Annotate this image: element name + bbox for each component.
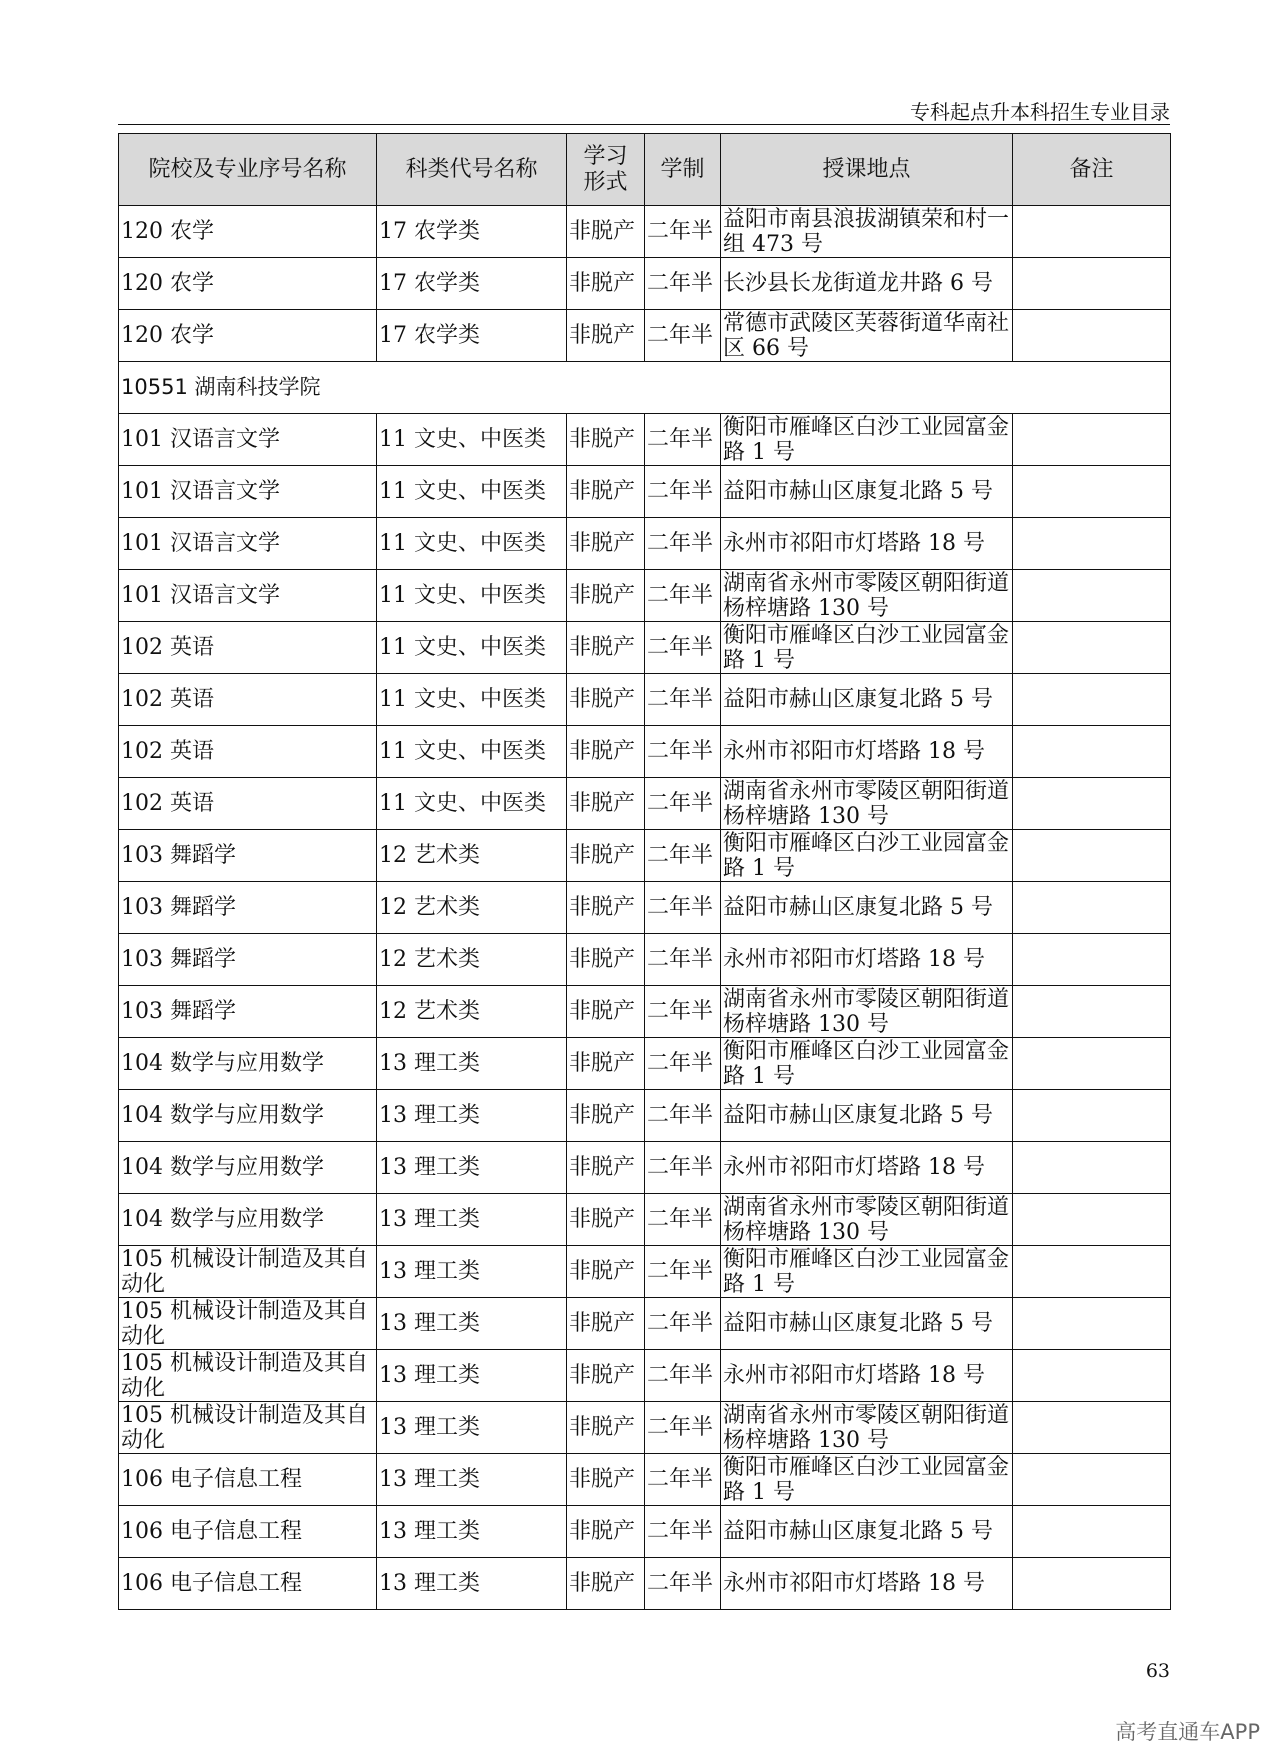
cell-note (1013, 206, 1171, 258)
cell-major: 102 英语 (119, 726, 377, 778)
table-row (119, 1506, 1171, 1558)
cell-category: 11 文史、中医类 (377, 726, 567, 778)
table-row (119, 622, 1171, 674)
cell-mode: 非脱产 (567, 1506, 645, 1558)
cell-category: 13 理工类 (377, 1454, 567, 1506)
cell-category: 12 艺术类 (377, 830, 567, 882)
cell-category: 13 理工类 (377, 1090, 567, 1142)
cell-note (1013, 778, 1171, 830)
watermark-text: 高考直通车APP (1115, 1720, 1260, 1744)
cell-category: 12 艺术类 (377, 986, 567, 1038)
cell-major: 106 电子信息工程 (119, 1454, 377, 1506)
cell-location: 衡阳市雁峰区白沙工业园富金路 1 号 (721, 1454, 1013, 1506)
cell-location: 长沙县长龙街道龙井路 6 号 (721, 258, 1013, 310)
cell-mode: 非脱产 (567, 1558, 645, 1610)
cell-note (1013, 882, 1171, 934)
table-row (119, 1298, 1171, 1350)
cell-mode: 非脱产 (567, 1090, 645, 1142)
cell-location: 衡阳市雁峰区白沙工业园富金路 1 号 (721, 830, 1013, 882)
cell-duration: 二年半 (645, 830, 721, 882)
cell-major: 105 机械设计制造及其自动化 (119, 1298, 377, 1350)
cell-mode: 非脱产 (567, 934, 645, 986)
cell-mode: 非脱产 (567, 310, 645, 362)
cell-major: 120 农学 (119, 258, 377, 310)
cell-duration: 二年半 (645, 1038, 721, 1090)
cell-location: 湖南省永州市零陵区朝阳街道杨梓塘路 130 号 (721, 778, 1013, 830)
cell-duration: 二年半 (645, 570, 721, 622)
cell-location: 益阳市赫山区康复北路 5 号 (721, 1506, 1013, 1558)
cell-major: 104 数学与应用数学 (119, 1090, 377, 1142)
cell-major: 102 英语 (119, 674, 377, 726)
cell-mode: 非脱产 (567, 986, 645, 1038)
cell-category: 13 理工类 (377, 1350, 567, 1402)
cell-category: 11 文史、中医类 (377, 518, 567, 570)
cell-mode: 非脱产 (567, 882, 645, 934)
table-row (119, 414, 1171, 466)
cell-duration: 二年半 (645, 1402, 721, 1454)
cell-mode: 非脱产 (567, 414, 645, 466)
running-header-title: 专科起点升本科招生专业目录 (910, 100, 1170, 124)
cell-major: 106 电子信息工程 (119, 1558, 377, 1610)
table-row (119, 778, 1171, 830)
cell-mode: 非脱产 (567, 1246, 645, 1298)
cell-duration: 二年半 (645, 674, 721, 726)
cell-major: 104 数学与应用数学 (119, 1038, 377, 1090)
table-row (119, 830, 1171, 882)
cell-duration: 二年半 (645, 622, 721, 674)
cell-location: 衡阳市雁峰区白沙工业园富金路 1 号 (721, 1246, 1013, 1298)
cell-major: 101 汉语言文学 (119, 570, 377, 622)
cell-duration: 二年半 (645, 882, 721, 934)
cell-location: 永州市祁阳市灯塔路 18 号 (721, 1558, 1013, 1610)
cell-location: 永州市祁阳市灯塔路 18 号 (721, 1142, 1013, 1194)
cell-major: 104 数学与应用数学 (119, 1194, 377, 1246)
table-row (119, 258, 1171, 310)
table-header-row (119, 134, 1171, 206)
table-row (119, 1558, 1171, 1610)
cell-category: 13 理工类 (377, 1298, 567, 1350)
table-row (119, 986, 1171, 1038)
cell-major: 105 机械设计制造及其自动化 (119, 1350, 377, 1402)
cell-category: 12 艺术类 (377, 882, 567, 934)
cell-mode: 非脱产 (567, 778, 645, 830)
cell-mode: 非脱产 (567, 1142, 645, 1194)
cell-major: 103 舞蹈学 (119, 882, 377, 934)
table-row (119, 1454, 1171, 1506)
cell-category: 11 文史、中医类 (377, 466, 567, 518)
cell-duration: 二年半 (645, 310, 721, 362)
cell-mode: 非脱产 (567, 206, 645, 258)
cell-category: 11 文史、中医类 (377, 622, 567, 674)
cell-location: 湖南省永州市零陵区朝阳街道杨梓塘路 130 号 (721, 986, 1013, 1038)
cell-major: 101 汉语言文学 (119, 414, 377, 466)
cell-location: 湖南省永州市零陵区朝阳街道杨梓塘路 130 号 (721, 570, 1013, 622)
cell-note (1013, 986, 1171, 1038)
cell-mode: 非脱产 (567, 1454, 645, 1506)
school-name: 10551 湖南科技学院 (119, 362, 1171, 414)
cell-duration: 二年半 (645, 934, 721, 986)
page-number: 63 (1145, 1660, 1170, 1682)
table-row (119, 206, 1171, 258)
enrollment-catalog-table (118, 133, 1171, 1610)
cell-category: 13 理工类 (377, 1402, 567, 1454)
cell-note (1013, 258, 1171, 310)
table-row (119, 1350, 1171, 1402)
cell-category: 11 文史、中医类 (377, 674, 567, 726)
cell-location: 衡阳市雁峰区白沙工业园富金路 1 号 (721, 1038, 1013, 1090)
cell-note (1013, 570, 1171, 622)
cell-location: 益阳市南县浪拔湖镇荣和村一组 473 号 (721, 206, 1013, 258)
table-row (119, 1090, 1171, 1142)
cell-note (1013, 1298, 1171, 1350)
cell-major: 102 英语 (119, 622, 377, 674)
cell-duration: 二年半 (645, 1298, 721, 1350)
cell-note (1013, 674, 1171, 726)
cell-note (1013, 1506, 1171, 1558)
cell-major: 106 电子信息工程 (119, 1506, 377, 1558)
cell-mode: 非脱产 (567, 466, 645, 518)
cell-note (1013, 1090, 1171, 1142)
cell-location: 永州市祁阳市灯塔路 18 号 (721, 518, 1013, 570)
cell-mode: 非脱产 (567, 518, 645, 570)
cell-note (1013, 1194, 1171, 1246)
cell-note (1013, 1246, 1171, 1298)
cell-category: 17 农学类 (377, 310, 567, 362)
cell-duration: 二年半 (645, 1350, 721, 1402)
table-row (119, 310, 1171, 362)
cell-duration: 二年半 (645, 1142, 721, 1194)
cell-duration: 二年半 (645, 466, 721, 518)
cell-mode: 非脱产 (567, 830, 645, 882)
cell-mode: 非脱产 (567, 1402, 645, 1454)
cell-note (1013, 830, 1171, 882)
table-row (119, 570, 1171, 622)
cell-note (1013, 1142, 1171, 1194)
cell-mode: 非脱产 (567, 1350, 645, 1402)
cell-duration: 二年半 (645, 1246, 721, 1298)
cell-major: 101 汉语言文学 (119, 518, 377, 570)
cell-note (1013, 310, 1171, 362)
col-header-mode: 学习 形式 (567, 134, 645, 206)
cell-location: 永州市祁阳市灯塔路 18 号 (721, 934, 1013, 986)
table-row (119, 1142, 1171, 1194)
table-row (119, 1402, 1171, 1454)
cell-mode: 非脱产 (567, 1298, 645, 1350)
cell-category: 12 艺术类 (377, 934, 567, 986)
cell-category: 13 理工类 (377, 1246, 567, 1298)
cell-location: 益阳市赫山区康复北路 5 号 (721, 1090, 1013, 1142)
cell-mode: 非脱产 (567, 1038, 645, 1090)
cell-note (1013, 466, 1171, 518)
cell-location: 湖南省永州市零陵区朝阳街道杨梓塘路 130 号 (721, 1402, 1013, 1454)
cell-note (1013, 934, 1171, 986)
cell-note (1013, 414, 1171, 466)
cell-duration: 二年半 (645, 986, 721, 1038)
col-header-major: 院校及专业序号名称 (119, 134, 377, 206)
cell-duration: 二年半 (645, 726, 721, 778)
cell-major: 120 农学 (119, 206, 377, 258)
cell-mode: 非脱产 (567, 570, 645, 622)
cell-major: 101 汉语言文学 (119, 466, 377, 518)
cell-duration: 二年半 (645, 1194, 721, 1246)
table-row (119, 1038, 1171, 1090)
cell-category: 13 理工类 (377, 1194, 567, 1246)
cell-location: 益阳市赫山区康复北路 5 号 (721, 1298, 1013, 1350)
cell-location: 衡阳市雁峰区白沙工业园富金路 1 号 (721, 622, 1013, 674)
cell-mode: 非脱产 (567, 622, 645, 674)
col-header-duration: 学制 (645, 134, 721, 206)
cell-category: 13 理工类 (377, 1142, 567, 1194)
cell-note (1013, 1038, 1171, 1090)
cell-duration: 二年半 (645, 1558, 721, 1610)
cell-major: 103 舞蹈学 (119, 830, 377, 882)
cell-note (1013, 622, 1171, 674)
school-header-row (119, 362, 1171, 414)
cell-location: 益阳市赫山区康复北路 5 号 (721, 882, 1013, 934)
table-row (119, 1194, 1171, 1246)
cell-note (1013, 518, 1171, 570)
cell-duration: 二年半 (645, 1506, 721, 1558)
cell-category: 11 文史、中医类 (377, 414, 567, 466)
table-row (119, 882, 1171, 934)
cell-note (1013, 1402, 1171, 1454)
table-row (119, 1246, 1171, 1298)
cell-category: 13 理工类 (377, 1558, 567, 1610)
cell-category: 13 理工类 (377, 1038, 567, 1090)
cell-mode: 非脱产 (567, 1194, 645, 1246)
col-header-category: 科类代号名称 (377, 134, 567, 206)
table-body (119, 206, 1171, 1610)
cell-duration: 二年半 (645, 206, 721, 258)
cell-major: 120 农学 (119, 310, 377, 362)
cell-duration: 二年半 (645, 258, 721, 310)
cell-category: 17 农学类 (377, 206, 567, 258)
cell-location: 衡阳市雁峰区白沙工业园富金路 1 号 (721, 414, 1013, 466)
cell-major: 103 舞蹈学 (119, 934, 377, 986)
table-row (119, 674, 1171, 726)
cell-duration: 二年半 (645, 778, 721, 830)
table-row (119, 934, 1171, 986)
cell-location: 常德市武陵区芙蓉街道华南社区 66 号 (721, 310, 1013, 362)
cell-note (1013, 1350, 1171, 1402)
cell-major: 102 英语 (119, 778, 377, 830)
cell-mode: 非脱产 (567, 258, 645, 310)
cell-duration: 二年半 (645, 1454, 721, 1506)
cell-category: 17 农学类 (377, 258, 567, 310)
cell-location: 湖南省永州市零陵区朝阳街道杨梓塘路 130 号 (721, 1194, 1013, 1246)
cell-duration: 二年半 (645, 414, 721, 466)
cell-location: 永州市祁阳市灯塔路 18 号 (721, 726, 1013, 778)
cell-major: 104 数学与应用数学 (119, 1142, 377, 1194)
cell-major: 103 舞蹈学 (119, 986, 377, 1038)
table-row (119, 726, 1171, 778)
header-rule (118, 124, 1170, 125)
cell-duration: 二年半 (645, 1090, 721, 1142)
table-row (119, 466, 1171, 518)
cell-category: 11 文史、中医类 (377, 570, 567, 622)
cell-major: 105 机械设计制造及其自动化 (119, 1402, 377, 1454)
cell-note (1013, 1558, 1171, 1610)
cell-major: 105 机械设计制造及其自动化 (119, 1246, 377, 1298)
cell-location: 益阳市赫山区康复北路 5 号 (721, 466, 1013, 518)
cell-location: 益阳市赫山区康复北路 5 号 (721, 674, 1013, 726)
table-row (119, 518, 1171, 570)
cell-mode: 非脱产 (567, 674, 645, 726)
cell-location: 永州市祁阳市灯塔路 18 号 (721, 1350, 1013, 1402)
col-header-note: 备注 (1013, 134, 1171, 206)
cell-note (1013, 1454, 1171, 1506)
cell-mode: 非脱产 (567, 726, 645, 778)
col-header-location: 授课地点 (721, 134, 1013, 206)
cell-note (1013, 726, 1171, 778)
cell-category: 13 理工类 (377, 1506, 567, 1558)
cell-duration: 二年半 (645, 518, 721, 570)
cell-category: 11 文史、中医类 (377, 778, 567, 830)
